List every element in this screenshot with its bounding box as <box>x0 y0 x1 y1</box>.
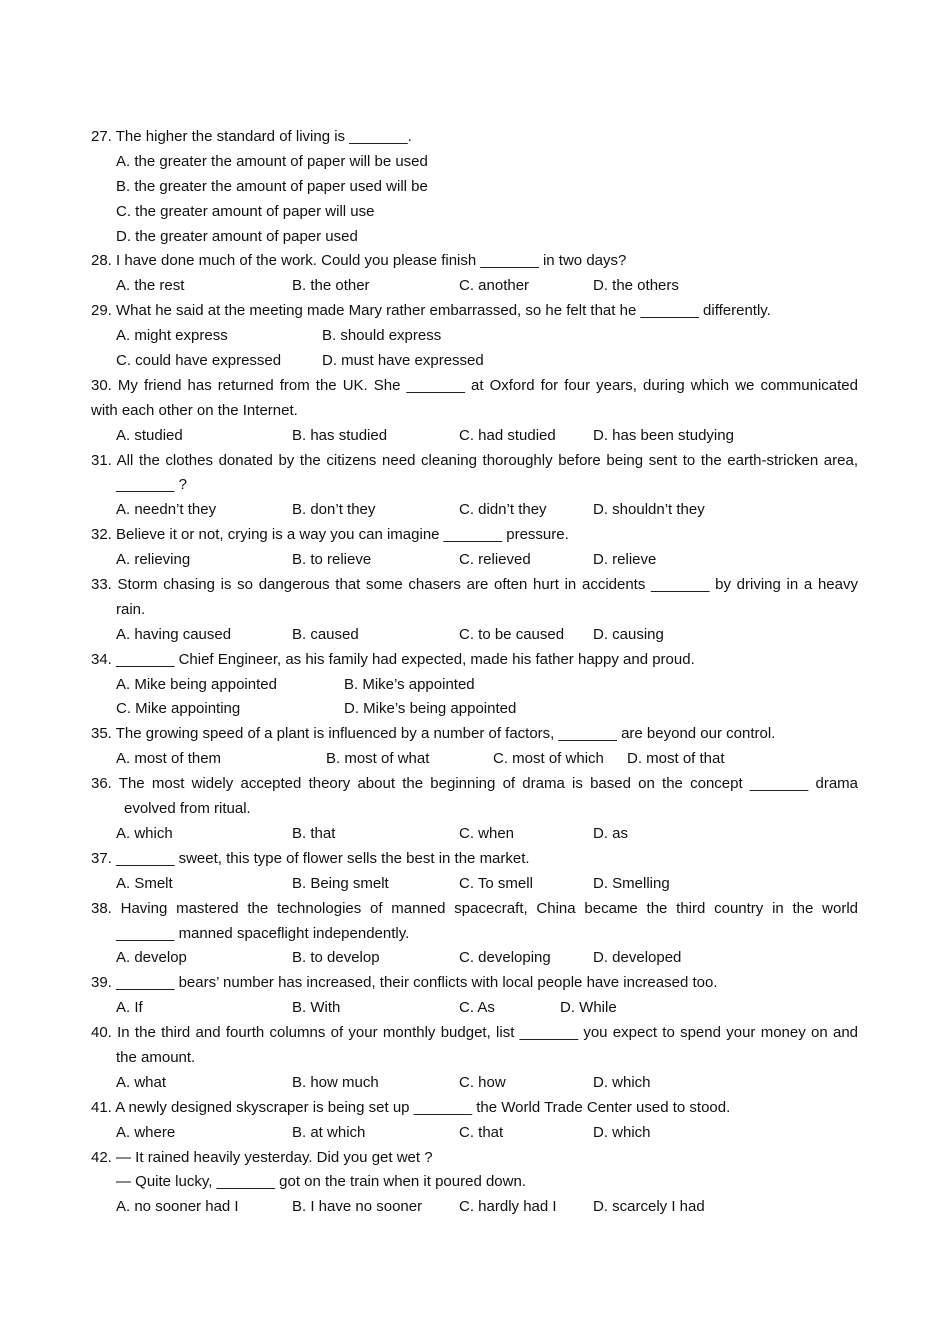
question-27 <box>91 125 858 249</box>
option-a: A. most of them <box>116 750 222 768</box>
options-row <box>91 324 858 349</box>
question-stem: 34. _______ Chief Engineer, as his family had expected, made his father happy and proud. <box>91 650 695 668</box>
option-d: D. most of that <box>627 750 725 768</box>
option-a: A. Smelt <box>116 874 173 892</box>
options-row <box>91 946 858 971</box>
question-stem: 32. Believe it or not, crying is a way you can imagine _______ pressure. <box>91 526 569 544</box>
question-32 <box>91 523 858 573</box>
option-b: B. don’t they <box>292 501 376 519</box>
question-stem: 36. The most widely accepted theory about the beginning of drama is based on the concept _______ drama <box>91 775 858 793</box>
options-row <box>91 822 858 847</box>
option-c: C. developing <box>459 949 551 967</box>
question-stem-continued: evolved from ritual. <box>124 800 251 818</box>
option-b: B. most of what <box>326 750 430 768</box>
option-d: D. has been studying <box>593 426 734 444</box>
options-row <box>91 996 858 1021</box>
option-b: B. caused <box>292 625 359 643</box>
option-c: C. hardly had I <box>459 1198 557 1216</box>
option-d: D. the others <box>593 277 679 295</box>
question-stem-continued: _______ manned spaceflight independently. <box>116 924 410 942</box>
question-stem: 42. — It rained heavily yesterday. Did you get wet ? <box>91 1148 433 1166</box>
question-stem: 31. All the clothes donated by the citizens need cleaning thoroughly before being sent to the earth-stricken area, <box>91 451 858 469</box>
option-d: D. relieve <box>593 551 657 569</box>
option-a: A. the greater the amount of paper will be used <box>116 152 428 170</box>
option-a: A. studied <box>116 426 183 444</box>
question-stem-continued: _______ ? <box>116 476 187 494</box>
option-d: D. which <box>593 1073 651 1091</box>
option-d: D. shouldn’t they <box>593 501 705 519</box>
question-40 <box>91 1021 858 1096</box>
question-stem-continued: rain. <box>116 600 146 618</box>
question-stem: 41. A newly designed skyscraper is being set up _______ the World Trade Center used to stood. <box>91 1098 731 1116</box>
question-stem-continued: — Quite lucky, _______ got on the train when it poured down. <box>116 1173 526 1191</box>
question-28 <box>91 249 858 299</box>
question-stem: 29. What he said at the meeting made Mary rather embarrassed, so he felt that he _______ differently. <box>91 302 771 320</box>
options-row <box>91 498 858 523</box>
question-stem: 30. My friend has returned from the UK. She _______ at Oxford for four years, during which we communicated <box>91 376 858 394</box>
option-c: C. As <box>459 999 495 1017</box>
option-c: C. had studied <box>459 426 556 444</box>
exam-page <box>91 125 858 1220</box>
option-b: B. at which <box>292 1123 366 1141</box>
options-row <box>91 274 858 299</box>
option-b: B. has studied <box>292 426 388 444</box>
option-d: D. While <box>560 999 617 1017</box>
option-a: A. might express <box>116 327 228 345</box>
option-d: D. Smelling <box>593 874 670 892</box>
option-d: D. as <box>593 824 629 842</box>
question-39 <box>91 971 858 1021</box>
question-stem-continued: the amount. <box>116 1048 196 1066</box>
option-c: C. to be caused <box>459 625 565 643</box>
option-a: A. relieving <box>116 551 191 569</box>
question-stem: 35. The growing speed of a plant is influenced by a number of factors, _______ are beyond our control. <box>91 725 776 743</box>
options-row <box>91 673 858 698</box>
question-37 <box>91 847 858 897</box>
option-b: B. I have no sooner <box>292 1198 423 1216</box>
option-b: B. the greater the amount of paper used will be <box>116 177 428 195</box>
options-row <box>91 548 858 573</box>
option-a: A. needn’t they <box>116 501 217 519</box>
question-30 <box>91 374 858 449</box>
option-d: D. Mike’s being appointed <box>344 700 517 718</box>
option-a: A. having caused <box>116 625 232 643</box>
question-34 <box>91 648 858 723</box>
options-row <box>91 424 858 449</box>
question-stem: 40. In the third and fourth columns of your monthly budget, list _______ you expect to spend your money on and <box>91 1024 858 1042</box>
question-31 <box>91 449 858 524</box>
option-a: A. no sooner had I <box>116 1198 239 1216</box>
question-stem: 38. Having mastered the technologies of manned spacecraft, China became the third country in the world <box>91 899 858 917</box>
options-row <box>91 1071 858 1096</box>
question-stem: 37. _______ sweet, this type of flower sells the best in the market. <box>91 849 530 867</box>
question-33 <box>91 573 858 648</box>
options-row <box>91 872 858 897</box>
option-b: B. With <box>292 999 341 1017</box>
option-d: D. developed <box>593 949 682 967</box>
option-c: C. relieved <box>459 551 531 569</box>
option-c: C. how <box>459 1073 506 1091</box>
option-a: A. If <box>116 999 143 1017</box>
option-b: B. Being smelt <box>292 874 389 892</box>
options-row <box>91 1121 858 1146</box>
option-d: D. causing <box>593 625 664 643</box>
option-a: A. the rest <box>116 277 185 295</box>
options-row <box>91 747 858 772</box>
option-b: B. should express <box>322 327 442 345</box>
option-a: A. develop <box>116 949 187 967</box>
option-a: A. what <box>116 1073 167 1091</box>
option-c: C. that <box>459 1123 504 1141</box>
option-a: A. Mike being appointed <box>116 675 277 693</box>
options-row <box>91 1195 858 1220</box>
option-c: C. the greater amount of paper will use <box>116 202 375 220</box>
question-stem: 33. Storm chasing is so dangerous that some chasers are often hurt in accidents _______ by driving in a heavy <box>91 576 858 594</box>
option-d: D. must have expressed <box>322 352 484 370</box>
option-b: B. Mike’s appointed <box>344 675 475 693</box>
options-row <box>91 349 858 374</box>
question-38 <box>91 897 858 972</box>
option-c: C. didn’t they <box>459 501 547 519</box>
question-41 <box>91 1096 858 1146</box>
option-b: B. that <box>292 824 336 842</box>
options-row <box>91 623 858 648</box>
option-d: D. the greater amount of paper used <box>116 227 358 245</box>
question-42 <box>91 1146 858 1221</box>
option-c: C. most of which <box>493 750 604 768</box>
question-stem-continued: with each other on the Internet. <box>91 401 298 419</box>
option-c: C. To smell <box>459 874 533 892</box>
question-stem: 39. _______ bears’ number has increased, their conflicts with local people have increased too. <box>91 974 718 992</box>
question-29 <box>91 299 858 374</box>
option-b: B. to relieve <box>292 551 372 569</box>
option-a: A. which <box>116 824 173 842</box>
option-a: A. where <box>116 1123 176 1141</box>
option-c: C. another <box>459 277 530 295</box>
option-c: C. could have expressed <box>116 352 282 370</box>
option-b: B. the other <box>292 277 370 295</box>
question-stem: 28. I have done much of the work. Could you please finish _______ in two days? <box>91 252 627 270</box>
option-b: B. to develop <box>292 949 380 967</box>
option-c: C. Mike appointing <box>116 700 241 718</box>
question-35 <box>91 722 858 772</box>
question-36 <box>91 772 858 847</box>
option-b: B. how much <box>292 1073 379 1091</box>
options-row <box>91 697 858 722</box>
question-stem: 27. The higher the standard of living is _______. <box>91 128 412 145</box>
option-d: D. which <box>593 1123 651 1141</box>
option-c: C. when <box>459 824 515 842</box>
option-d: D. scarcely I had <box>593 1198 705 1216</box>
